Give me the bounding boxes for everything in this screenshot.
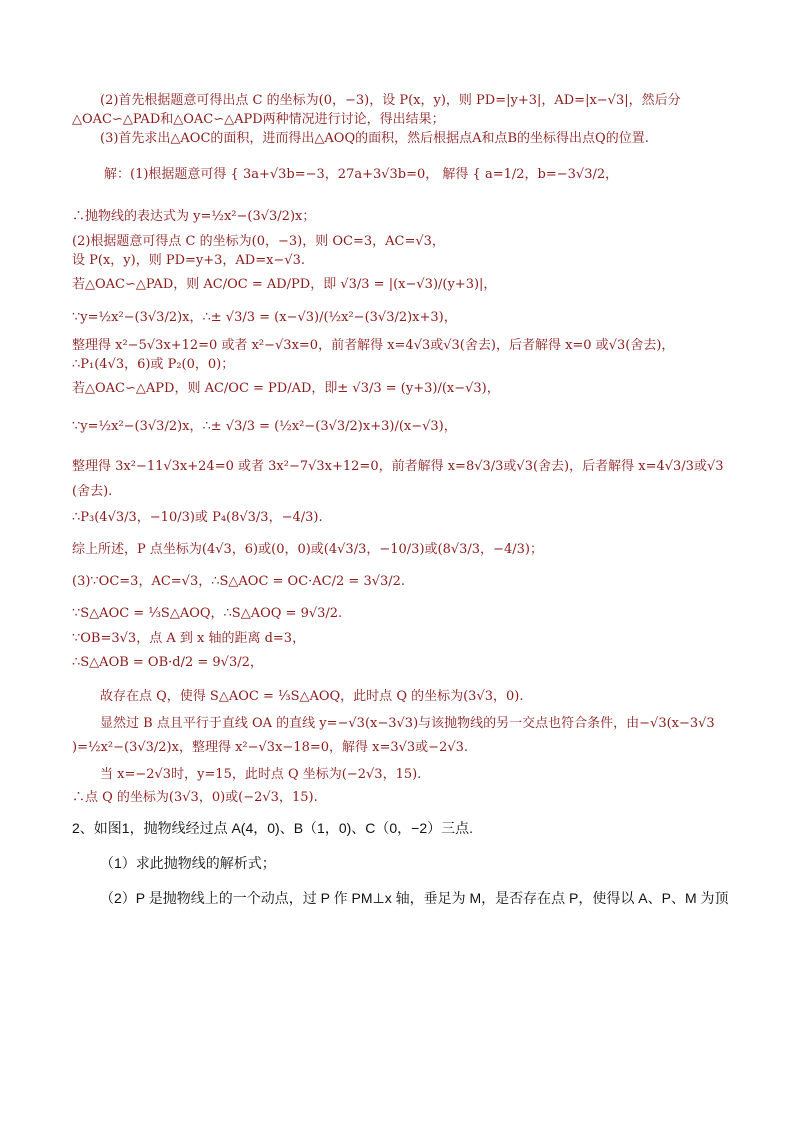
text-line: )=½x²−(3√3/2)x，整理得 x²−√3x−18=0，解得 x=3√3或−2√3. xyxy=(72,740,469,755)
text-line: ∴抛物线的表达式为 y=½x²−(3√3/2)x； xyxy=(72,209,316,224)
text-line: ∵y=½x²−(3√3/2)x，∴± √3/3 = (x−√3)/(½x²−(3√3/2)x+3)， xyxy=(72,310,457,325)
text-line: △OAC∽△PAD和△OAC∽△APD两种情况进行讨论，得出结果； xyxy=(72,112,445,127)
text-line: ∴P₁(4√3，6)或 P₂(0，0)； xyxy=(72,357,235,372)
text-line: ∵S△AOC = ⅓S△AOQ，∴S△AOQ = 9√3/2. xyxy=(72,606,343,621)
text-line: 故存在点 Q，使得 S△AOC = ⅓S△AOQ，此时点 Q 的坐标为(3√3，0). xyxy=(100,689,524,704)
text-line: ∴S△AOB = OB·d/2 = 9√3/2， xyxy=(72,655,263,670)
document-page xyxy=(72,92,729,907)
text-line: (2)根据题意可得点 C 的坐标为(0，−3)，则 OC=3，AC=√3， xyxy=(72,234,445,249)
problem-part-2: （2）P 是抛物线上的一个动点，过 P 作 PM⊥x 轴，垂足为 M，是否存在点 P，使得以 A、P、M 为顶 xyxy=(100,890,729,906)
text-line: 整理得 x²−5√3x+12=0 或者 x²−√3x=0，前者解得 x=4√3或√3(舍去)，后者解得 x=0 或√3(舍去)， xyxy=(72,338,675,353)
text-line: ∵y=½x²−(3√3/2)x，∴± √3/3 = (½x²−(3√3/2)x+3)/(x−√3)， xyxy=(72,419,457,434)
text-line: ∴点 Q 的坐标为(3√3，0)或(−2√3，15). xyxy=(72,790,318,805)
text-line: ∴P₃(4√3/3，−10/3)或 P₄(8√3/3，−4/3). xyxy=(72,510,323,525)
text-line: 综上所述，P 点坐标为(4√3，6)或(0，0)或(4√3/3，−10/3)或(8√3/3，−4/3)； xyxy=(72,542,543,557)
text-line: 当 x=−2√3时，y=15，此时点 Q 坐标为(−2√3，15). xyxy=(100,767,422,782)
text-line: ∵OB=3√3，点 A 到 x 轴的距离 d=3， xyxy=(72,631,306,646)
text-line: (2)首先根据题意可得出点 C 的坐标为(0，−3)，设 P(x，y)，则 PD=|y+3|，AD=|x−√3|，然后分 xyxy=(100,93,681,108)
text-line: 整理得 3x²−11√3x+24=0 或者 3x²−7√3x+12=0，前者解得 x=8√3/3或√3(舍去)，后者解得 x=4√3/3或√3 xyxy=(72,459,724,474)
problem-statement: 2、如图1，抛物线经过点 A(4，0)、B（1，0)、C（0，−2）三点. xyxy=(72,820,474,836)
text-line: (3)首先求出△AOC的面积，进而得出△AOQ的面积，然后根据点A和点B的坐标得出点Q的位置. xyxy=(100,131,649,146)
text-line: 若△OAC∽△APD，则 AC/OC = PD/AD，即± √3/3 = (y+3)/(x−√3)， xyxy=(72,381,500,396)
problem-part-1: （1）求此抛物线的解析式； xyxy=(100,855,276,871)
text-line: (3)∵OC=3，AC=√3，∴S△AOC = OC·AC/2 = 3√3/2. xyxy=(72,574,406,589)
text-line: 设 P(x，y)，则 PD=y+3，AD=x−√3. xyxy=(72,253,306,268)
text-line: (舍去). xyxy=(72,484,113,499)
text-line: 若△OAC∽△PAD，则 AC/OC = AD/PD，即 √3/3 = |(x−√3)/(y+3)|， xyxy=(72,277,497,292)
text-line: 解：(1)根据题意可得 { 3a+√3b=−3，27a+3√3b=0， 解得 { a=1/2，b=−3√3/2， xyxy=(104,167,619,182)
text-line: 显然过 B 点且平行于直线 OA 的直线 y=−√3(x−3√3)与该抛物线的另一交点也符合条件，由−√3(x−3√3 xyxy=(100,716,715,731)
